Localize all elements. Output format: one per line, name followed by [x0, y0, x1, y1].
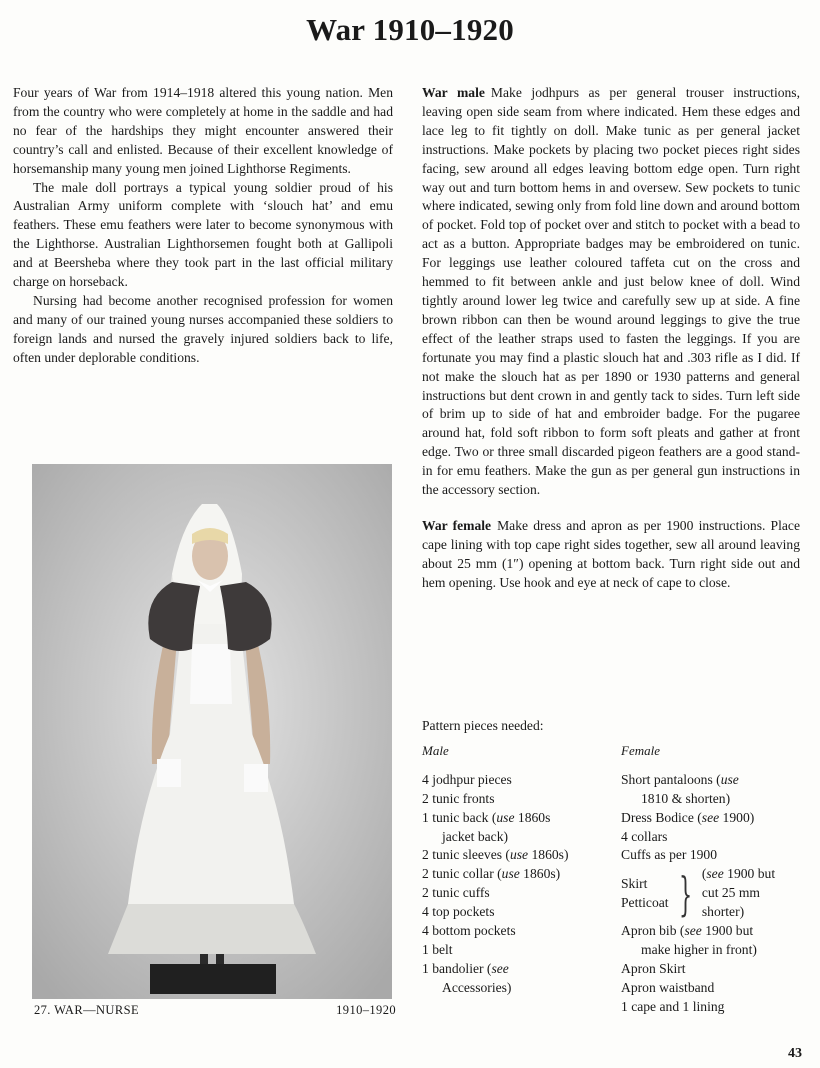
war-female-text: Make dress and apron as per 1900 instructions. Place cape lining with top cape right sides together, sew all around leaving about 25 mm (1″) opening at bottom back. Turn right side out and hem opening. Use hook and eye at neck of cape to close.: [422, 517, 800, 590]
pattern-pieces-heading: Pattern pieces needed:: [422, 718, 544, 733]
instructions-column: [422, 84, 800, 593]
pattern-pieces: [422, 717, 802, 1017]
male-heading: Male: [422, 742, 449, 758]
female-heading: Female: [621, 742, 660, 758]
list-item: Apron Skirt: [621, 960, 686, 976]
list-item: 1 cape and 1 lining: [621, 998, 725, 1014]
list-item: 2 tunic collar (use 1860s): [422, 866, 561, 882]
list-item: make higher in front): [641, 941, 757, 957]
war-male-text: Make jodhpurs as per general trouser instructions, leaving open side seam from where indicated. Hem these edges and lace leg to fit tightly on doll. Make tunic as per general jacket instructions. Make pockets by placing two pocket pieces right sides facing, sew around all edges leaving bottom edge open. Turn right way out and turn bottom hems in and oversew. Sew pockets to tunic where indicated, sewing only from fold line down and around bottom of pocket. Fold top of pocket over and stitch to pocket with a bead to act as a button. Appropriate badges may be embroidered on tunic. For leggings use leather coloured taffeta cut on the cross and hemmed to fit between ankle and just below knee of doll. Wind tightly around lower leg twice and carefully sew up at side. A fine brown ribbon can then be wound around leggings to give the true effect of the leather straps used to fasten the leggings. If you are fortunate you may find a plastic slouch hat and .303 rifle as I did. If not make the slouch hat as per 1890 or 1930 patterns and general instructions but dent crown in and gently tack to sides. Turn left side of brim up to side of hat and embroider badge. For the pugaree around hat, fold soft ribbon to form soft pleats and gather at front edge. Two or three small discarded pigeon feathers are a good stand-in for emu feathers. Make the gun as per general gun instructions in the accessory section.: [422, 85, 800, 498]
skirt-label: Skirt: [621, 875, 648, 891]
page-title: War 1910–1920: [306, 12, 514, 47]
list-item: 2 tunic sleeves (use 1860s): [422, 847, 569, 863]
caption-period: 1910–1920: [336, 1003, 396, 1017]
list-item: 4 bottom pockets: [422, 923, 516, 939]
caption-label: 27. WAR—NURSE: [34, 1003, 139, 1017]
list-item: Accessories): [442, 979, 512, 995]
list-item: 2 tunic cuffs: [422, 885, 490, 901]
list-item: 4 jodhpur pieces: [422, 771, 512, 787]
female-pattern-list: [621, 742, 802, 1017]
brace-icon: }: [678, 866, 692, 921]
list-item: Apron waistband: [621, 979, 715, 995]
list-item: 1 bandolier (see: [422, 960, 509, 976]
list-item: 2 tunic fronts: [422, 790, 495, 806]
list-item: 4 collars: [621, 828, 668, 844]
list-item: Short pantaloons (use: [621, 771, 739, 787]
list-item: Skirt Petticoat } (see 1900 but cut 25 mm shorter): [621, 866, 776, 921]
list-item: 1 belt: [422, 941, 453, 957]
nurse-doll-photo: [32, 464, 392, 999]
intro-column: [13, 84, 393, 368]
male-pattern-list: [422, 742, 621, 1017]
war-female-heading: War female: [422, 517, 492, 533]
war-male-heading: War male: [422, 85, 485, 100]
list-item: Apron bib (see 1900 but: [621, 923, 754, 939]
list-item: jacket back): [442, 828, 509, 844]
war-male-section: [422, 84, 800, 500]
nurse-doll-figure: [32, 464, 392, 999]
intro-paragraph-3: Nursing had become another recognised profession for women and many of our trained young nurses accompanied these soldiers to foreign lands and nursed the gravely injured soldiers back to life, often under deplorable conditions.: [13, 292, 393, 365]
list-item: 1810 & shorten): [641, 790, 731, 806]
intro-paragraph-1: Four years of War from 1914–1918 altered this young nation. Men from the country who were completely at home in the saddle and had no fear of the hardships they might encounter answered their country’s call and enlisted. Because of their excellent knowledge of horsemanship many young men joined Lighthorse Regiments.: [13, 85, 393, 176]
list-item: Dress Bodice (see 1900): [621, 809, 755, 825]
list-item: Cuffs as per 1900: [621, 847, 718, 863]
page-number: 43: [788, 1046, 802, 1061]
list-item: 1 tunic back (use 1860s: [422, 809, 551, 825]
petticoat-label: Petticoat: [621, 894, 669, 910]
list-item: 4 top pockets: [422, 904, 495, 920]
war-female-section: [422, 517, 800, 593]
intro-paragraph-2: The male doll portrays a typical young soldier proud of his Australian Army uniform complete with ‘slouch hat’ and emu feathers. These emu feathers were later to become synonymous with the Lighthorse. Australian Lighthorsemen fought both at Gallipoli and at Beersheba where they took part in the last official military charge on horseback.: [13, 179, 393, 290]
